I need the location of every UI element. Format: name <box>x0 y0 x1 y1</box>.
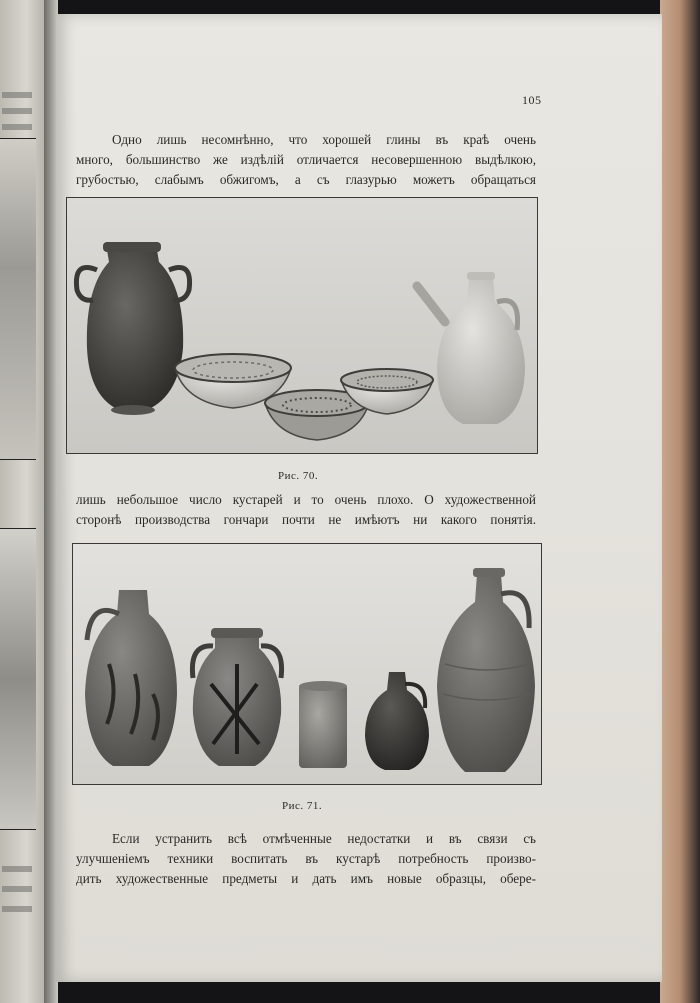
facing-figure-top <box>0 138 36 460</box>
facing-text-line <box>2 906 32 912</box>
text-line: Одно лишь несомнѣнно, что хорошей глины въ краѣ очень <box>112 132 536 147</box>
figure-71-caption: Рис. 71. <box>282 800 323 812</box>
book-page <box>56 14 662 982</box>
paragraph-1 <box>76 130 536 190</box>
facing-text-line <box>2 866 32 872</box>
page-number: 105 <box>522 93 542 107</box>
figure-70-caption: Рис. 70. <box>278 470 319 482</box>
facing-page-left <box>0 0 46 1003</box>
text-line: лишь небольшое число кустарей и то очень плохо. О художественной <box>76 492 536 507</box>
paragraph-3 <box>76 829 536 889</box>
text-line: сторонѣ производства гончари почти не имѣютъ ни какого понятія. <box>76 512 536 527</box>
text-line: Если устранить всѣ отмѣченные недостатки и въ связи съ <box>112 831 536 846</box>
facing-text-line <box>2 124 32 130</box>
cylindrical-pot <box>299 681 347 768</box>
text-line: грубостью, слабымъ обжигомъ, а съ глазурью можетъ обращаться <box>76 172 536 187</box>
jar-two-handles <box>192 628 281 766</box>
text-line: дить художественные предметы и дать имъ новые образцы, обере- <box>76 871 536 886</box>
paragraph-2 <box>76 490 536 530</box>
book-cover-board <box>660 0 700 1003</box>
facing-text-line <box>2 886 32 892</box>
figure-71-photo <box>72 543 542 785</box>
text-line: много, большинство же издѣлій отличается несовершенною выдѣлкою, <box>76 152 536 167</box>
facing-figure-bottom <box>0 528 36 830</box>
figure-70-photo <box>66 197 538 454</box>
facing-text-line <box>2 108 32 114</box>
facing-text-line <box>2 92 32 98</box>
text-line: улучшеніемъ техники воспитать въ кустарѣ потребность произво- <box>76 851 536 866</box>
